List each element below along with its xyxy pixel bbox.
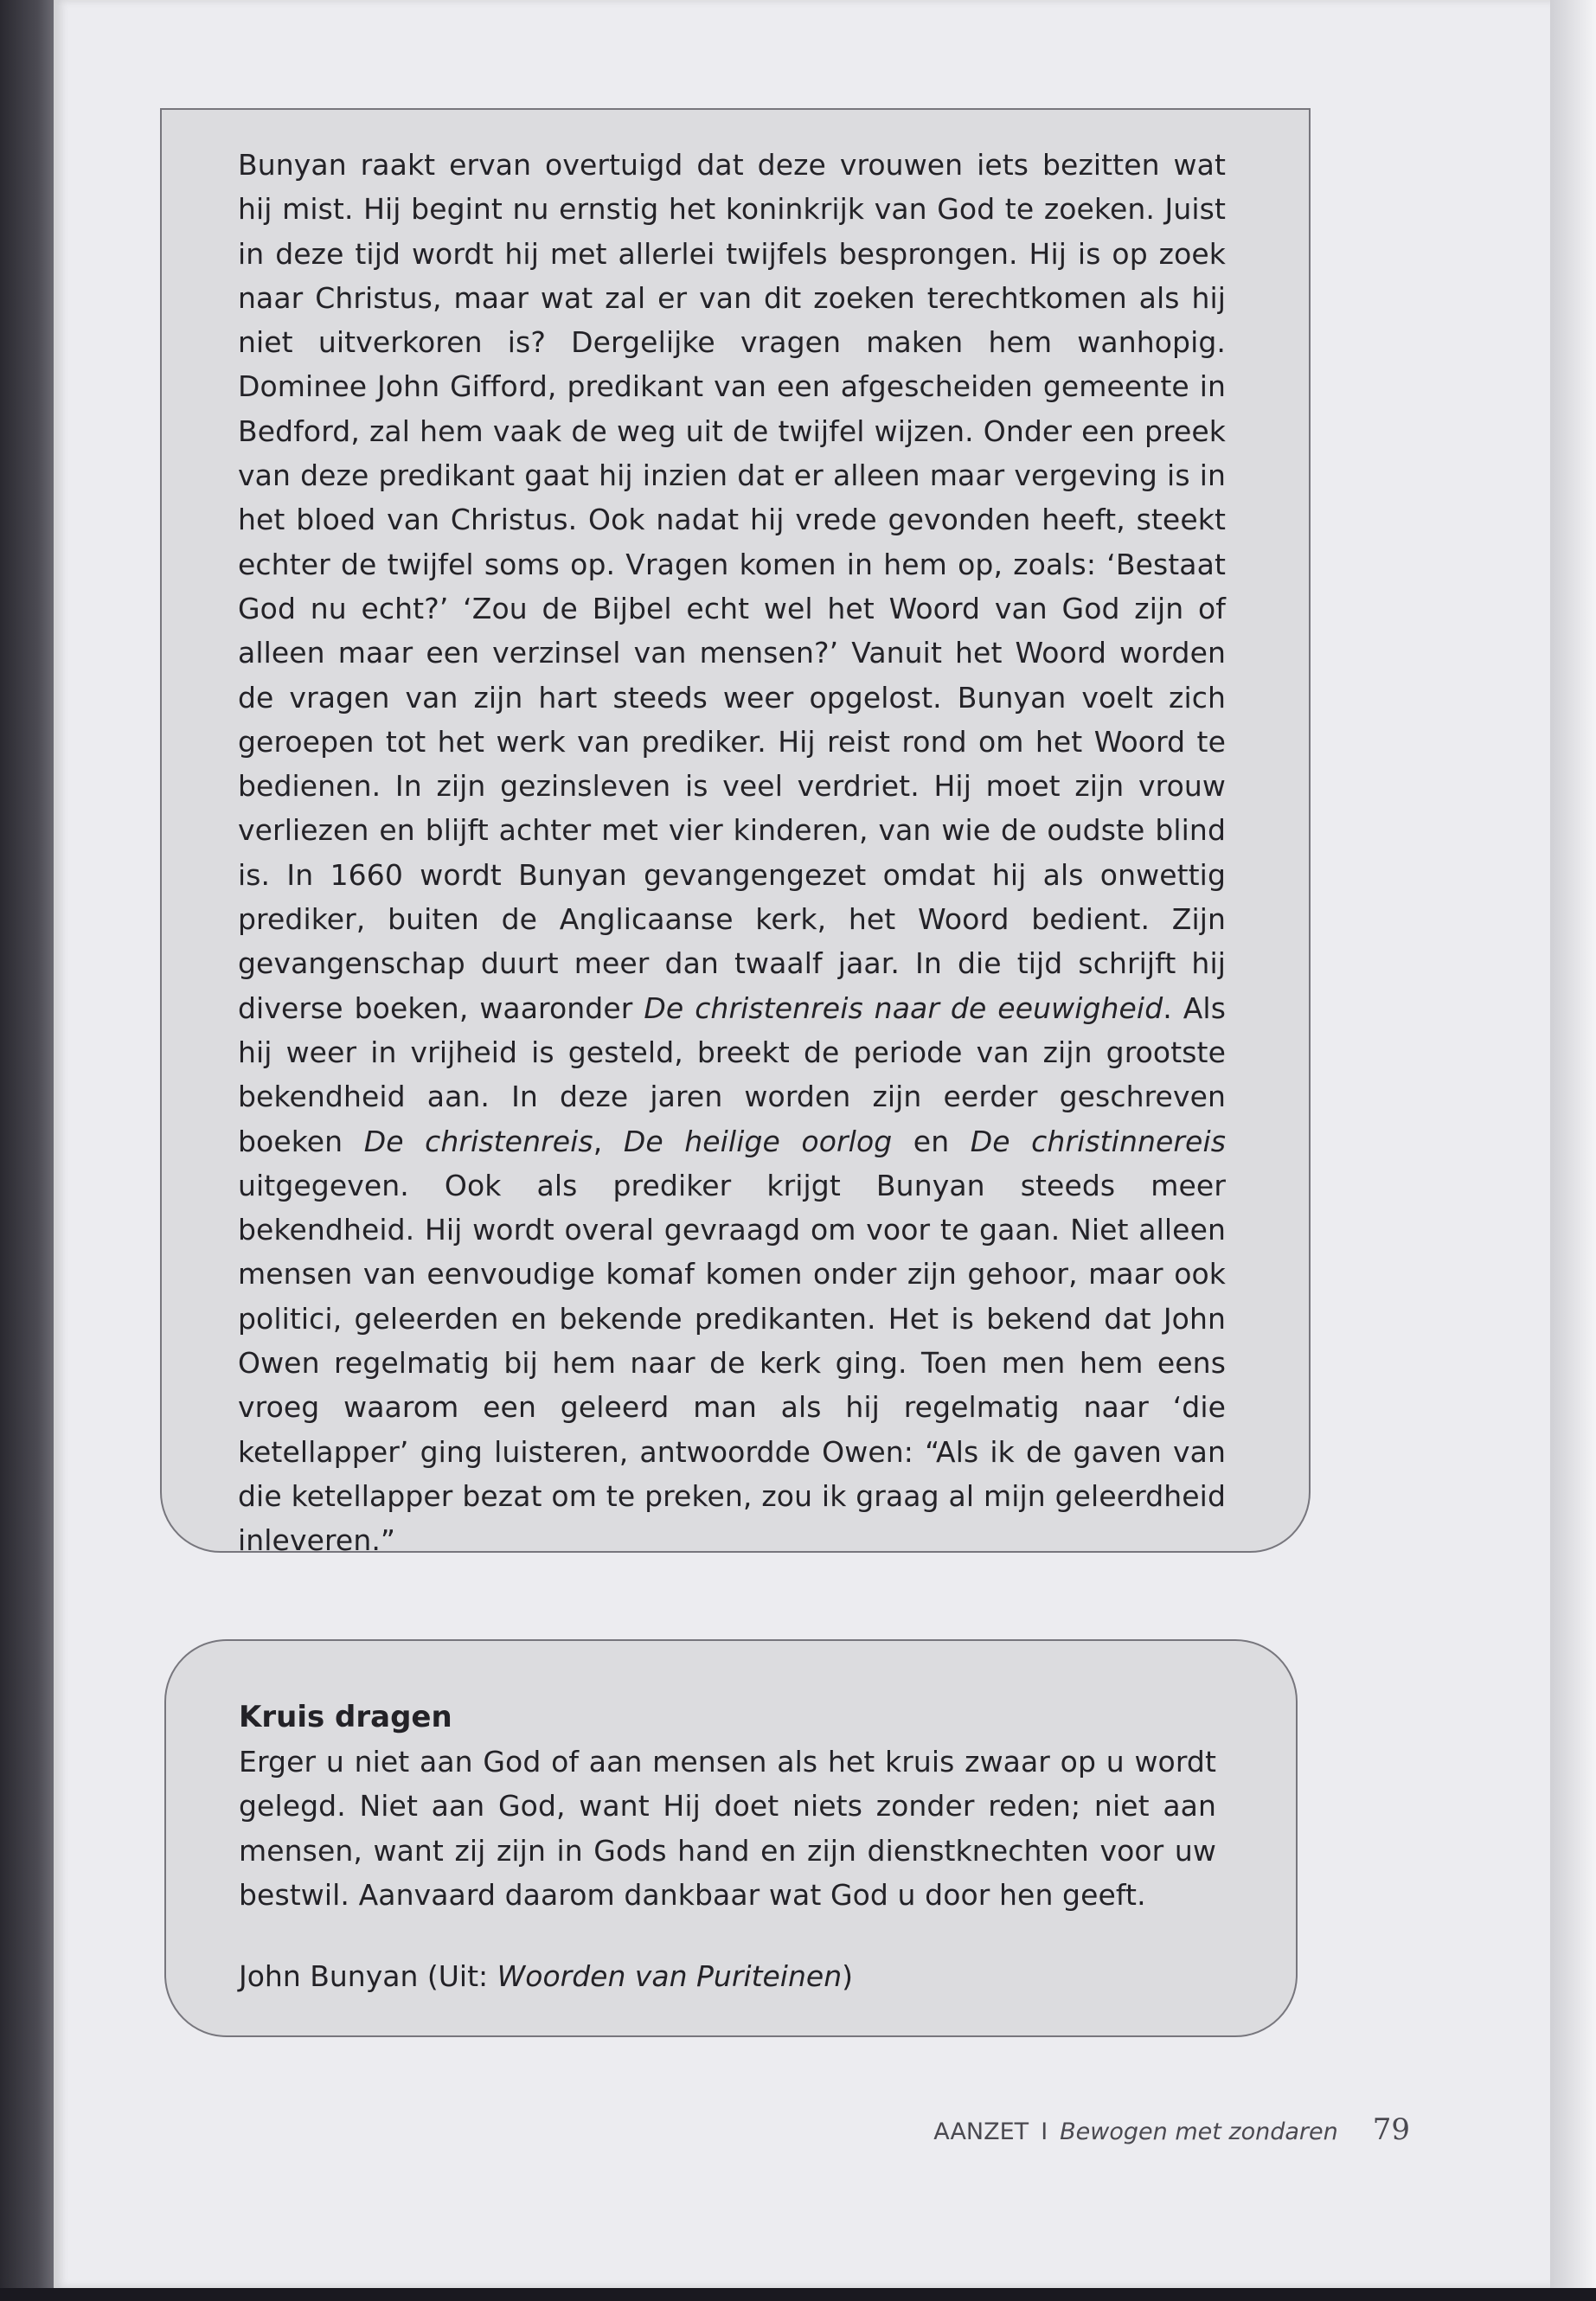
quote-box [164, 1639, 1298, 2037]
footer-chapter: Bewogen met zondaren [1060, 2118, 1338, 2145]
footer-separator: I [1041, 2118, 1048, 2145]
biography-text: Bunyan raakt ervan overtuigd dat deze vrouwen iets bezitten wat hij mist. Hij begint nu ernstig het koninkrijk van God te zoeken. Juist in deze tijd wordt hij met allerlei twijfels besprongen. Hij is op zoek naar Christus, maar wat zal er van dit zoeken terechtkomen als hij niet uitverkoren is? Dergelijke vragen maken hem wanhopig. Dominee John Gifford, predikant van een afgescheiden gemeente in Bedford, zal hem vaak de weg uit de twijfel wijzen. Onder een preek van deze predikant gaat hij inzien dat er alleen maar vergeving is in het bloed van Christus. Ook nadat hij vrede gevonden heeft, steekt echter de twijfel soms op. Vragen komen in hem op, zoals: ‘Bestaat God nu echt?’ ‘Zou de Bijbel echt wel het Woord van God zijn of alleen maar een verzinsel van mensen?’ Vanuit het Woord worden de vragen van zijn hart steeds weer opgelost. Bunyan voelt zich geroepen tot het werk van prediker. Hij reist rond om het Woord te bedienen. In zijn gezinsleven is veel verdriet. Hij moet zijn vrouw verliezen en blijft achter met vier kinderen, van wie de oudste blind is. In 1660 wordt Bunyan gevangengezet omdat hij als onwettig prediker, buiten de Anglicaanse kerk, het Woord bedient. Zijn gevangenschap duurt meer dan twaalf jaar. In die tijd schrijft hij diverse boeken, waaronder De christenreis naar de eeuwigheid. Als hij weer in vrijheid is gesteld, breekt de periode van zijn grootste bekendheid aan. In deze jaren worden zijn eerder geschreven boeken De christenreis, De heilige oorlog en De christinnereis uitgegeven. Ook als prediker krijgt Bunyan steeds meer bekendheid. Hij wordt overal gevraagd om voor te gaan. Niet alleen mensen van eenvoudige komaf komen onder zijn gehoor, maar ook politici, geleerden en bekende predikanten. Het is bekend dat John Owen regelmatig bij hem naar de kerk ging. Toen men hem eens vroeg waarom een geleerd man als hij regelmatig naar ‘die ketellapper’ ging luisteren, antwoordde Owen: “Als ik de gaven van die ketellapper bezat om te preken, zou ik graag al mijn geleerdheid inleveren.” [238, 148, 1227, 1558]
quote-text: Erger u niet aan God of aan mensen als het kruis zwaar op u wordt gelegd. Niet aan God, want Hij doet niets zonder reden; niet aan mensen, want zij zijn in Gods hand en zijn dienstknechten voor uw bestwil. Aanvaard daarom dankbaar wat God u door hen geeft. [239, 1745, 1216, 1912]
biography-box [160, 108, 1311, 1558]
book-title: De heilige oorlog [623, 1124, 893, 1158]
quote-heading: Kruis dragen [239, 1700, 452, 1734]
source-title: Woorden van Puriteinen [497, 1959, 843, 1993]
bottom-edge [0, 2288, 1596, 2301]
quote-attribution: John Bunyan (Uit: Woorden van Puriteinen) [239, 1959, 853, 1993]
book-title: De christinnereis [970, 1124, 1227, 1158]
book-title: De christenreis naar de eeuwigheid [644, 990, 1163, 1025]
book-spine [0, 0, 54, 2301]
page-footer [933, 2111, 1410, 2151]
book-title: De christenreis [363, 1124, 593, 1158]
footer-section: AANZET [933, 2118, 1029, 2145]
page-number: 79 [1372, 2112, 1410, 2147]
page-edge [1550, 0, 1596, 2301]
